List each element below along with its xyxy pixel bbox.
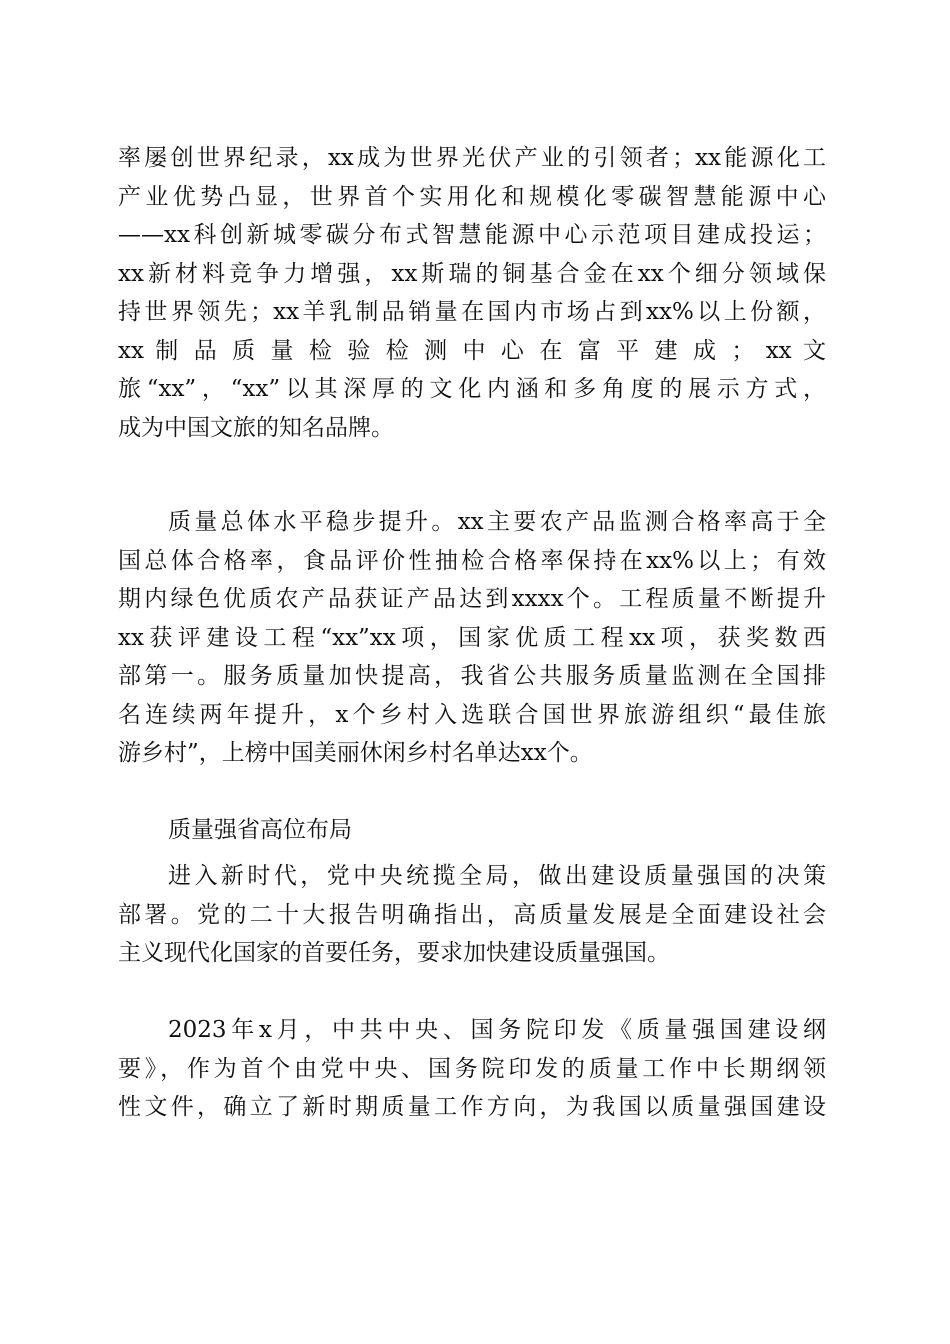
paragraph-outline [118, 1011, 826, 1127]
paragraph-new-era [118, 857, 826, 973]
text-line: 要》，作为首个由党中央、国务院印发的质量工作中长期纲领 [118, 1055, 826, 1082]
text-line: xx获评建设工程“xx”xx项，国家优质工程xx项，获奖数西 [118, 624, 826, 651]
paragraph-achievements [118, 139, 826, 447]
heading-text: 质量强省高位布局 [168, 817, 352, 843]
text-line: 质量总体水平稳步提升。xx主要农产品监测合格率高于全 [168, 509, 826, 535]
text-line: 持世界领先；xx羊乳制品销量在国内市场占到xx%以上份额， [118, 299, 826, 325]
text-line: 游乡村”，上榜中国美丽休闲乡村名单达xx个。 [118, 740, 593, 766]
text-line: 主义现代化国家的首要任务，要求加快建设质量强国。 [118, 940, 670, 966]
text-line: 名连续两年提升，x个乡村入选联合国世界旅游组织“最佳旅 [118, 701, 826, 728]
text-line: 2023年x月，中共中央、国务院印发《质量强国建设纲 [168, 1017, 826, 1043]
text-line: 旅“xx”，“xx”以其深厚的文化内涵和多角度的展示方式， [118, 376, 826, 402]
text-line: 产业优势凸显，世界首个实用化和规模化零碳智慧能源中心 [118, 183, 826, 210]
section-heading [118, 811, 826, 850]
text-line: xx 制 品 质 量 检 验 检 测 中 心 在 富 平 建 成 ； xx 文 [118, 337, 826, 364]
text-line: 国总体合格率，食品评价性抽检合格率保持在xx%以上；有效 [118, 547, 826, 574]
text-line: 期内绿色优质农产品获证产品达到xxxx个。工程质量不断提升 [118, 586, 826, 612]
text-line: 进入新时代，党中央统揽全局，做出建设质量强国的决策 [168, 863, 826, 889]
text-line: ——xx科创新城零碳分布式智慧能源中心示范项目建成投运； [118, 222, 826, 248]
text-line: 成为中国文旅的知名品牌。 [118, 414, 394, 441]
text-line: 部第一。服务质量加快提高，我省公共服务质量监测在全国排 [118, 663, 826, 689]
text-line: xx新材料竞争力增强，xx斯瑞的铜基合金在xx个细分领域保 [118, 260, 826, 287]
text-line: 率屡创世界纪录，xx成为世界光伏产业的引领者；xx能源化工 [118, 145, 826, 171]
text-line: 性文件，确立了新时期质量工作方向，为我国以质量强国建设 [118, 1094, 826, 1120]
text-line: 部署。党的二十大报告明确指出，高质量发展是全面建设社会 [118, 901, 826, 928]
paragraph-quality-level [118, 503, 826, 773]
